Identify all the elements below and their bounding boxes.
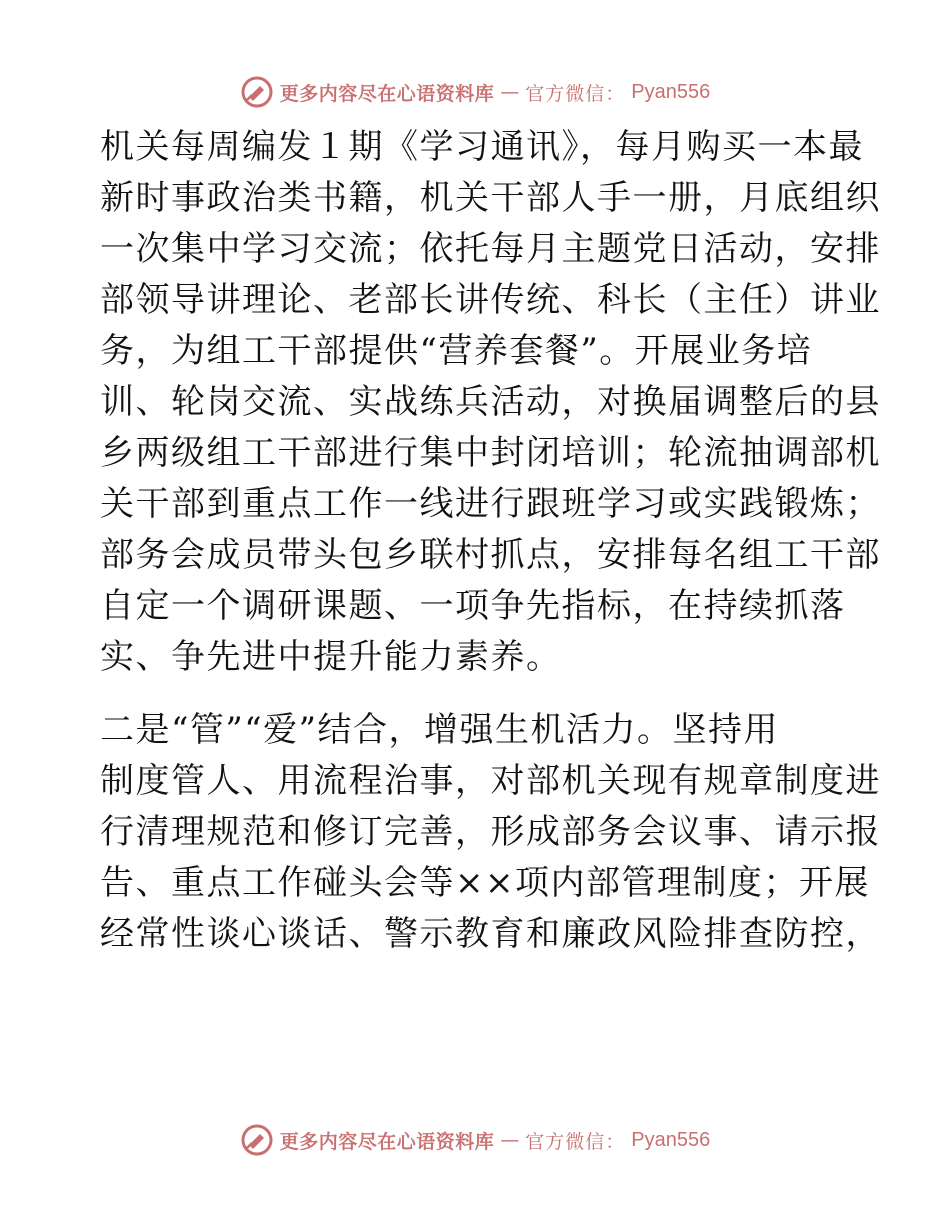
watermark-header	[0, 72, 950, 112]
text-line: 制度管人、用流程治事，对部机关现有规章制度进	[100, 761, 881, 801]
book-pen-logo-icon	[240, 75, 274, 109]
text-line: 关干部到重点工作一线进行跟班学习或实践锻炼；	[100, 484, 881, 524]
watermark-dash: —	[500, 1129, 520, 1151]
watermark-official: 官方微信：	[525, 82, 626, 105]
text-line: 部务会成员带头包乡联村抓点，安排每名组工干部	[100, 535, 881, 575]
text-line: 经常性谈心谈话、警示教育和廉政风险排查防控，	[100, 914, 881, 954]
paragraph-gap	[100, 683, 852, 705]
text-line: 告、重点工作碰头会等××项内部管理制度；开展	[100, 863, 870, 903]
text-line: 自定一个调研课题、一项争先指标，在持续抓落	[100, 586, 846, 626]
watermark-text: 更多内容尽在心语资料库	[279, 1130, 495, 1153]
text-line: 训、轮岗交流、实战练兵活动，对换届调整后的县	[100, 382, 881, 422]
paragraph-2	[100, 705, 881, 960]
text-line: 一次集中学习交流；依托每月主题党日活动，安排	[100, 229, 881, 269]
paragraph-1	[100, 122, 881, 683]
text-line: 新时事政治类书籍，机关干部人手一册，月底组织	[100, 178, 881, 218]
watermark-text: 更多内容尽在心语资料库	[279, 82, 495, 105]
book-pen-logo-icon	[240, 1123, 274, 1157]
text-line: 实、争先进中提升能力素养。	[100, 637, 562, 677]
text-line: 二是“管”“爱”结合，增强生机活力。坚持用	[100, 710, 780, 750]
watermark-official: 官方微信：	[525, 1130, 626, 1153]
document-body	[100, 122, 881, 960]
text-line: 部领导讲理论、老部长讲传统、科长（主任）讲业	[100, 280, 881, 320]
text-line: 乡两级组工干部进行集中封闭培训；轮流抽调部机	[100, 433, 881, 473]
text-line: 行清理规范和修订完善，形成部务会议事、请示报	[100, 812, 881, 852]
watermark-dash: —	[500, 81, 520, 103]
watermark-id: Pyan556	[631, 1128, 711, 1151]
watermark-id: Pyan556	[631, 80, 711, 103]
text-line: 机关每周编发１期《学习通讯》，每月购买一本最	[100, 127, 864, 167]
text-line: 务，为组工干部提供“营养套餐”。开展业务培	[100, 331, 813, 371]
watermark-footer	[0, 1120, 950, 1160]
